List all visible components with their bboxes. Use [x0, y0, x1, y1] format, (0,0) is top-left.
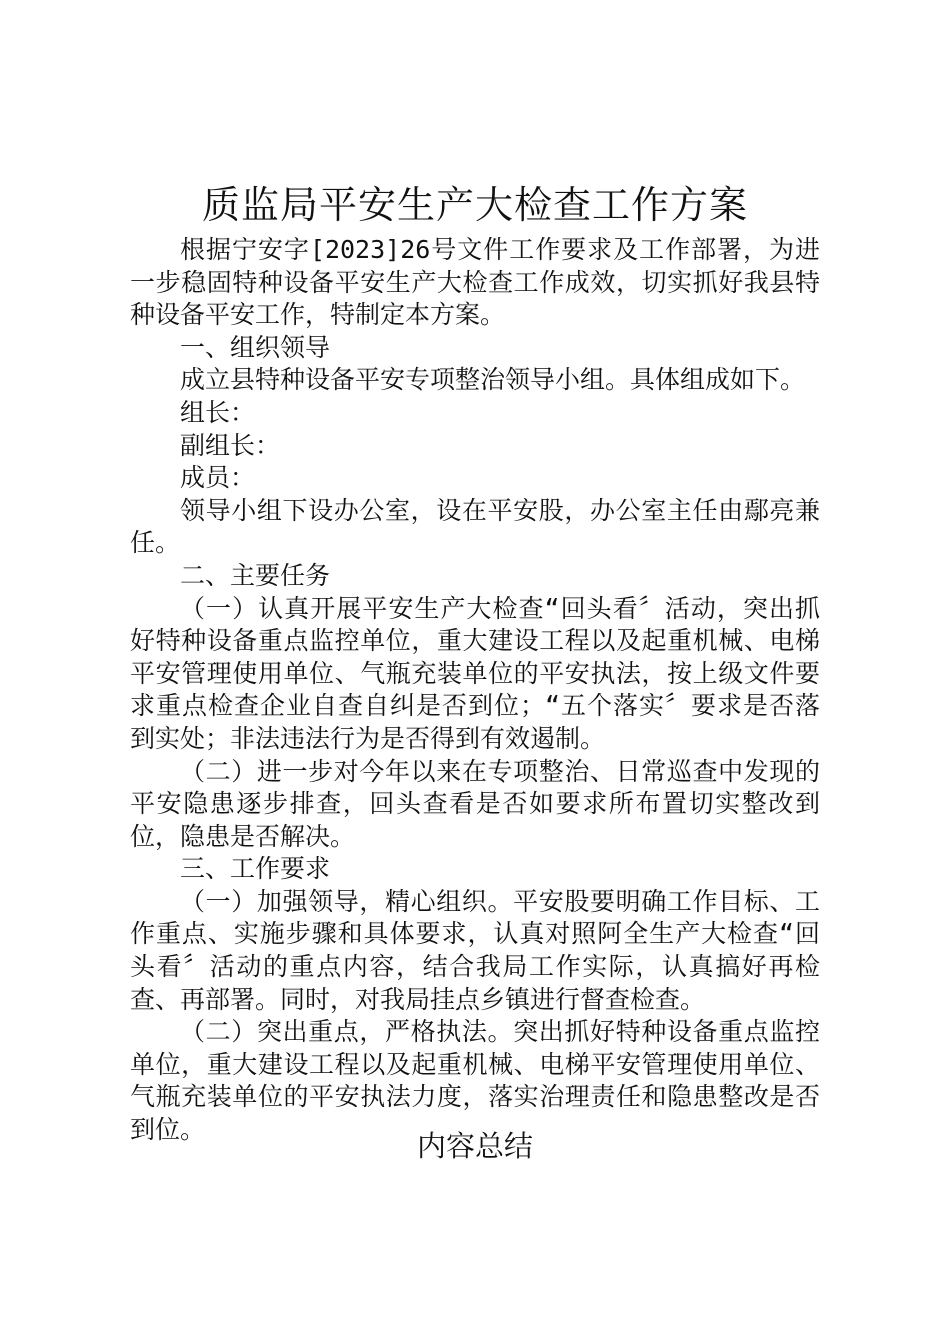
paragraph: （二）进一步对今年以来在专项整治、日常巡查中发现的平安隐患逐步排查，回头查看是否如要求所布置切实整改到位，隐患是否解决。: [130, 756, 820, 851]
summary-heading: 内容总结: [416, 1129, 533, 1163]
section-heading-work-requirements: 三、工作要求: [180, 854, 331, 884]
paragraph: （二）突出重点，严格执法。突出抓好特种设备重点监控单位，重大建设工程以及起重机械、电梯平安管理使用单位、气瓶充装单位的平安执法力度，落实治理责任和隐患整改是否到位。: [130, 1017, 820, 1145]
document-body: [130, 234, 820, 1147]
intro-paragraph: 根据宁安字[2023]26号文件工作要求及工作部署，为进一步稳固特种设备平安生产大检查工作成效，切实抓好我县特种设备平安工作，特制定本方案。: [130, 235, 820, 330]
members-line: 成员：: [180, 463, 256, 493]
paragraph: （一）认真开展平安生产大检查“回头看〞活动，突出抓好特种设备重点监控单位，重大建设工程以及起重机械、电梯平安管理使用单位、气瓶充装单位的平安执法，按上级文件要求重点检查企业自查自纠是否到位；“五个落实〞要求是否落到实处；非法违法行为是否得到有效遏制。: [130, 593, 820, 753]
paragraph: 成立县特种设备平安专项整治领导小组。具体组成如下。: [180, 365, 806, 395]
paragraph: （一）加强领导，精心组织。平安股要明确工作目标、工作重点、实施步骤和具体要求，认真对照阿全生产大检查“回头看〞活动的重点内容，结合我局工作实际，认真搞好再检查、再部署。同时，对我局挂点乡镇进行督查检查。: [130, 886, 820, 1014]
deputy-leader-line: 副组长：: [180, 430, 281, 460]
leader-line: 组长：: [180, 397, 256, 427]
paragraph: 领导小组下设办公室，设在平安股，办公室主任由鄢亮兼任。: [130, 495, 820, 558]
section-heading-main-tasks: 二、主要任务: [180, 560, 331, 590]
document-title: 质监局平安生产大检查工作方案: [201, 183, 748, 227]
section-heading-organization: 一、组织领导: [180, 332, 331, 362]
